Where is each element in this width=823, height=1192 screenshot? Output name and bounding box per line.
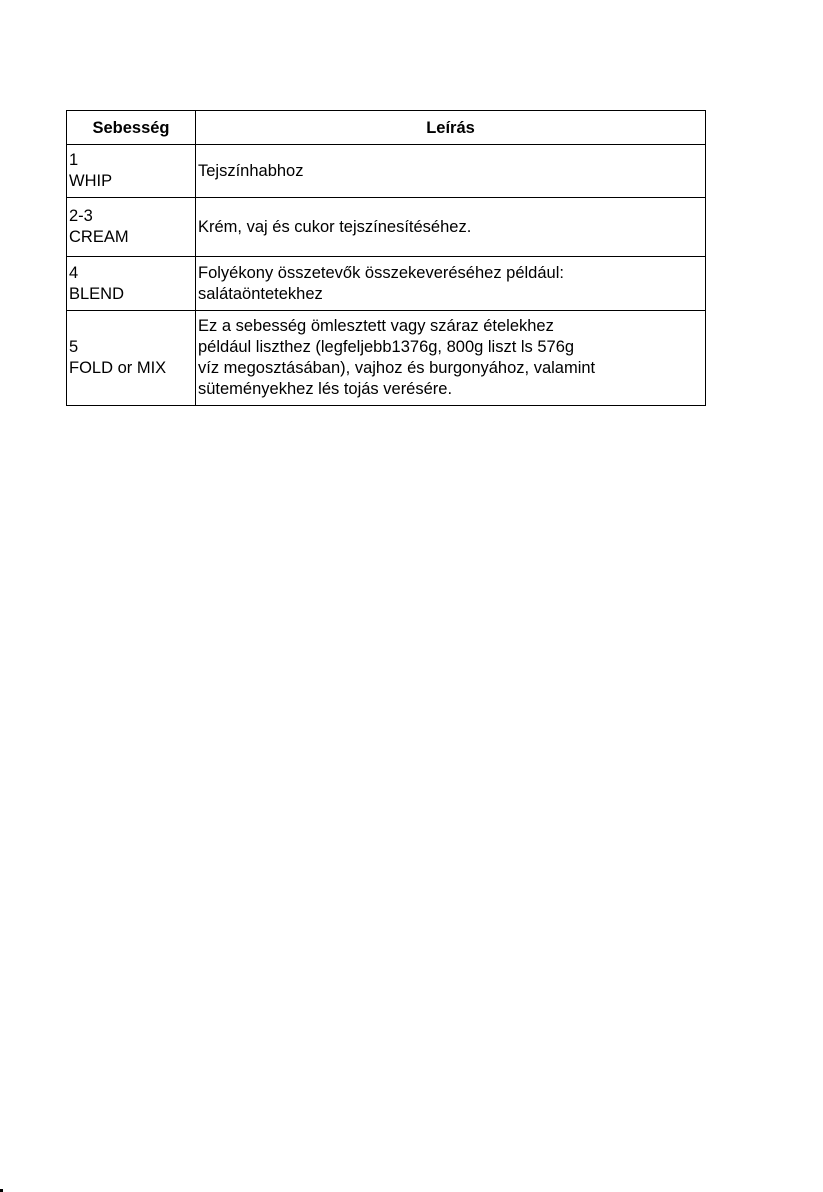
speed-cell — [67, 311, 196, 406]
description-line: víz megosztásában), vajhoz és burgonyához, valamint — [198, 359, 596, 377]
speed-number: 4 — [69, 263, 79, 282]
table-row — [67, 257, 706, 311]
header-speed: Sebesség — [67, 111, 196, 145]
speed-name: WHIP — [69, 172, 113, 190]
description-line: salátaöntetekhez — [198, 284, 323, 303]
speed-number: 5 — [69, 338, 79, 356]
table-row — [67, 198, 706, 257]
description-line: Krém, vaj és cukor tejszínesítéséhez. — [198, 217, 472, 236]
description-line: Tejszínhabhoz — [198, 161, 304, 180]
speed-name: CREAM — [69, 228, 129, 246]
description-cell — [196, 198, 706, 257]
speed-name: BLEND — [69, 284, 125, 303]
description-line: például liszthez (legfeljebb1376g, 800g liszt ls 576g — [198, 338, 575, 356]
description-cell — [196, 311, 706, 406]
speed-cell — [67, 257, 196, 311]
header-description: Leírás — [196, 111, 706, 145]
description-line: süteményekhez lés tojás verésére. — [198, 380, 453, 398]
description-cell — [196, 145, 706, 198]
description-cell — [196, 257, 706, 311]
table-header-row — [67, 111, 706, 145]
speed-cell — [67, 198, 196, 257]
description-line: Ez a sebesség ömlesztett vagy száraz ételekhez — [198, 317, 554, 335]
speed-number: 1 — [69, 151, 79, 169]
description-line: Folyékony összetevők összekeveréséhez például: — [198, 263, 564, 282]
table-row — [67, 145, 706, 198]
speed-name: FOLD or MIX — [69, 359, 167, 377]
speed-cell — [67, 145, 196, 198]
speed-settings-table — [66, 110, 706, 406]
speed-number: 2-3 — [69, 207, 93, 225]
table-row — [67, 311, 706, 406]
